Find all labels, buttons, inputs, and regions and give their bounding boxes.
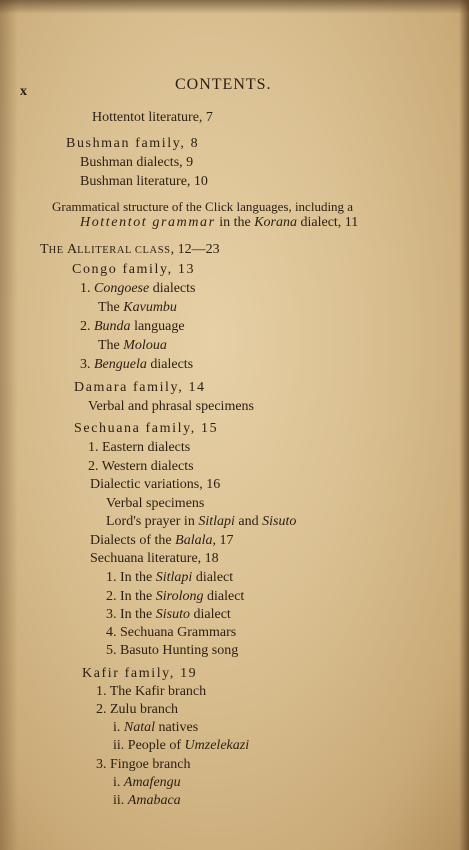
toc-entry-natal-natives: i. Natal natives — [113, 720, 199, 735]
toc-entry-verbal-specimens: Verbal specimens — [106, 496, 205, 511]
toc-entry-sechuana-literature: Sechuana literature, 18 — [90, 551, 219, 566]
toc-entry-sechuana-grammars: 4. Sechuana Grammars — [106, 625, 237, 640]
toc-entry-lords-prayer: Lord's prayer in Sitlapi and Sisuto — [106, 514, 297, 529]
toc-entry-damara-family: Damara family, 14 — [74, 380, 206, 395]
toc-entry-eastern-dialects: 1. Eastern dialects — [88, 440, 191, 455]
page-right-edge — [459, 0, 469, 850]
toc-entry-bushman-family: Bushman family, 8 — [66, 136, 200, 151]
toc-entry-sitlapi-dialect: 1. In the Sitlapi dialect — [106, 570, 234, 585]
toc-entry-zulu-branch: 2. Zulu branch — [96, 702, 179, 717]
toc-entry-kavumbu: The Kavumbu — [98, 300, 177, 315]
page-gutter-shadow — [0, 0, 18, 850]
page-number: x — [20, 84, 27, 99]
toc-entry-moloua: The Moloua — [98, 338, 167, 353]
toc-entry-sechuana-family: Sechuana family, 15 — [74, 421, 219, 436]
toc-entry-bunda-language: 2. Bunda language — [80, 319, 185, 334]
toc-entry-dialectic-variations: Dialectic variations, 16 — [90, 477, 221, 492]
page-heading: CONTENTS. — [175, 76, 272, 93]
toc-entry-grammatical-structure: Grammatical structure of the Click languages, including a — [52, 199, 354, 214]
toc-entry-amafengu: i. Amafengu — [113, 775, 181, 790]
toc-entry-bushman-literature: Bushman literature, 10 — [80, 174, 208, 189]
toc-entry-sisuto-dialect: 3. In the Sisuto dialect — [106, 607, 231, 622]
toc-entry-fingoe-branch: 3. Fingoe branch — [96, 757, 191, 772]
page-top-edge — [0, 0, 469, 14]
toc-entry-verbal-phrasal-specimens: Verbal and phrasal specimens — [88, 399, 254, 414]
toc-entry-bushman-dialects: Bushman dialects, 9 — [80, 155, 194, 170]
toc-entry-hottentot-literature: Hottentot literature, 7 — [92, 110, 213, 125]
toc-entry-western-dialects: 2. Western dialects — [88, 459, 194, 474]
toc-entry-sirolong-dialect: 2. In the Sirolong dialect — [106, 589, 245, 604]
toc-entry-people-of-umzelekazi: ii. People of Umzelekazi — [113, 738, 250, 753]
toc-entry-congoese-dialects: 1. Congoese dialects — [80, 281, 196, 296]
toc-entry-kafir-branch: 1. The Kafir branch — [96, 684, 207, 699]
toc-entry-hottentot-grammar: Hottentot grammar in the Korana dialect, 11 — [80, 215, 359, 230]
toc-entry-congo-family: Congo family, 13 — [72, 262, 196, 277]
toc-entry-kafir-family: Kafir family, 19 — [82, 666, 198, 681]
toc-entry-amabaca: ii. Amabaca — [113, 793, 181, 808]
toc-entry-basuto-hunting-song: 5. Basuto Hunting song — [106, 643, 239, 658]
toc-entry-dialects-of-balala: Dialects of the Balala, 17 — [90, 533, 234, 548]
toc-entry-benguela-dialects: 3. Benguela dialects — [80, 357, 194, 372]
toc-entry-alliteral-class: THE ALLITERAL CLASS, 12—23 — [40, 242, 220, 257]
